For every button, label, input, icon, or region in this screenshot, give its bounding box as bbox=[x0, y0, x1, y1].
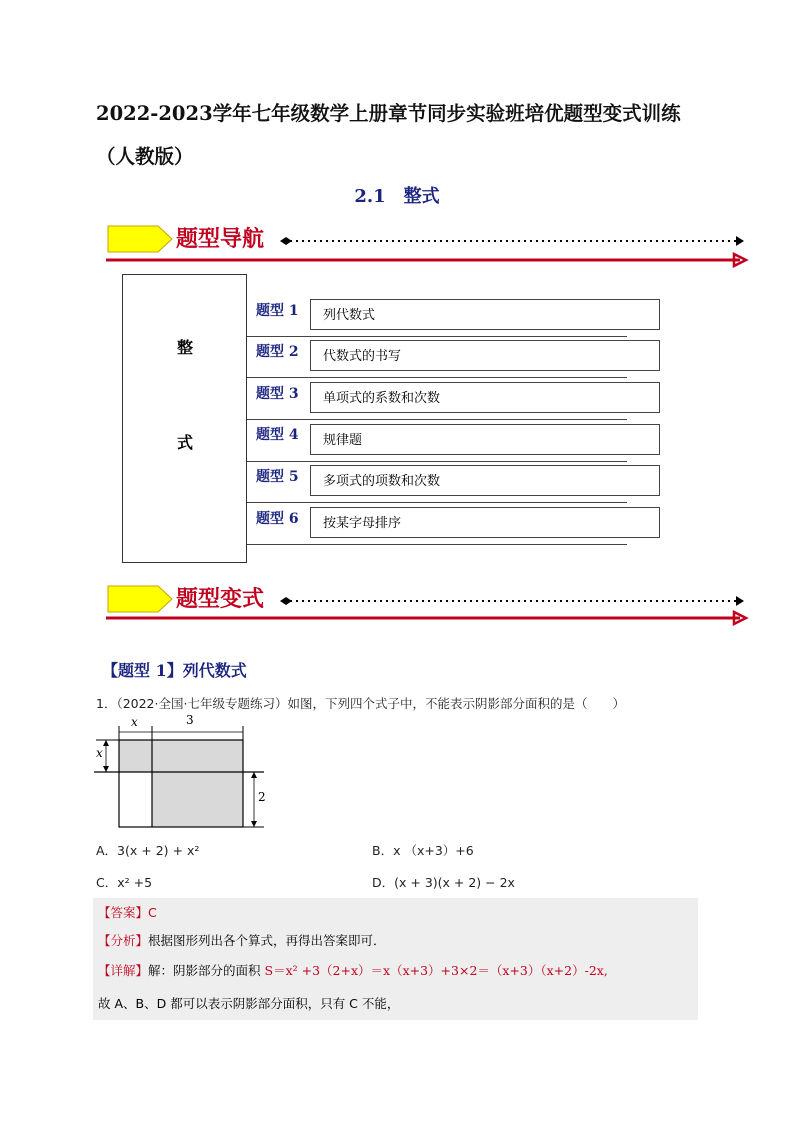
topic-box-5: 多项式的项数和次数 bbox=[310, 465, 660, 496]
analysis-text: 根据图形列出各个算式，再得出答案即可． bbox=[148, 933, 386, 948]
topic-box-6: 按某字母排序 bbox=[310, 507, 660, 538]
topic-label-2: 题型 2 bbox=[256, 344, 299, 360]
detail-tag: 【详解】 bbox=[98, 963, 149, 978]
banner-nav-label: 题型导航 bbox=[176, 226, 265, 252]
answer-line bbox=[98, 903, 157, 921]
detail-line bbox=[98, 961, 608, 979]
section-subtitle: 2.1 整式 bbox=[354, 186, 440, 207]
option-a: A．3(x + 2) + x² bbox=[96, 843, 200, 858]
figure-label-x-top: x bbox=[131, 715, 138, 729]
topic-rule-4 bbox=[247, 461, 627, 462]
detail-prefix: 解：阴影部分的面积 bbox=[148, 963, 261, 978]
topic-box-3: 单项式的系数和次数 bbox=[310, 382, 660, 413]
topic-label-5: 题型 5 bbox=[256, 469, 299, 485]
question-text: 1．（2022·全国·七年级专题练习）如图，下列四个式子中，不能表示阴影部分面积的是（ ） bbox=[96, 696, 625, 711]
topic-rule-6 bbox=[247, 544, 627, 545]
answer-tag: 【答案】 bbox=[98, 905, 149, 920]
figure-label-x-left: x bbox=[96, 746, 103, 760]
section-heading: 【题型 1】列代数式 bbox=[102, 661, 247, 680]
topic-rule-5 bbox=[247, 502, 627, 503]
analysis-tag: 【分析】 bbox=[98, 933, 149, 948]
topic-rule-3 bbox=[247, 419, 627, 420]
topic-rule-1 bbox=[247, 336, 627, 337]
banner-nav bbox=[100, 218, 760, 268]
topic-box-2: 代数式的书写 bbox=[310, 340, 660, 371]
detail-formula: S＝x² +3（2+x）＝x（x+3）+3×2＝（x+3）（x+2）-2x, bbox=[264, 963, 608, 978]
detail-line-2: 故 A、B、D 都可以表示阴影部分面积，只有 C 不能， bbox=[98, 996, 400, 1011]
figure-label-2: 2 bbox=[258, 790, 266, 804]
figure-label-3: 3 bbox=[186, 713, 194, 727]
option-b: B．x （x+3）+6 bbox=[372, 843, 474, 858]
topic-rule-2 bbox=[247, 377, 627, 378]
document-title: 2022-2023学年七年级数学上册章节同步实验班培优题型变式训练（人教版） bbox=[96, 102, 681, 168]
banner-variants bbox=[100, 578, 760, 628]
topic-label-3: 题型 3 bbox=[256, 386, 299, 402]
topic-label-4: 题型 4 bbox=[256, 427, 299, 443]
analysis-line bbox=[98, 931, 386, 949]
option-d: D．(x + 3)(x + 2) − 2x bbox=[372, 875, 515, 890]
option-c: C．x² +5 bbox=[96, 875, 153, 890]
topic-label-1: 题型 1 bbox=[256, 303, 299, 319]
topic-box-1: 列代数式 bbox=[310, 299, 660, 330]
outline-root-box bbox=[122, 274, 247, 563]
topic-box-4: 规律题 bbox=[310, 424, 660, 455]
topic-label-6: 题型 6 bbox=[256, 511, 299, 527]
answer-value: C bbox=[148, 905, 157, 920]
figure-svg bbox=[94, 718, 284, 832]
banner-variants-label: 题型变式 bbox=[176, 586, 265, 612]
outline-root-char-2: 式 bbox=[177, 433, 194, 452]
outline-root-char-1: 整 bbox=[177, 338, 194, 357]
question-figure bbox=[94, 713, 284, 836]
